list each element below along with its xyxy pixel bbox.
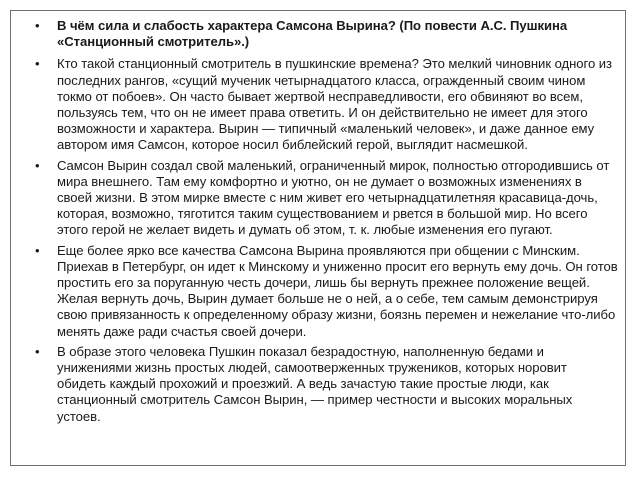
paragraph-text: Кто такой станционный смотритель в пушкинские времена? Это мелкий чиновник одного из последних рангов, «сущий мученик четырнадцатого класса, огражденный своим чином токмо от побоев». Он часто бывает жертвой несправедливости, его обвиняют во всем, пользуясь тем, что он не имеет права ответить. И он действительно не имеет для этого возможности и характера. Вырин — типичный «маленький человек», и даже данное ему автором имя Самсон, которое носил библейский герой, выглядит насмешкой.: [57, 56, 613, 153]
bullet-list: [35, 18, 618, 429]
bullet-dot-icon: •: [35, 18, 40, 33]
bullet-item-question: [35, 18, 618, 50]
bullet-dot-icon: •: [35, 343, 40, 359]
paragraph-text: В образе этого человека Пушкин показал безрадостную, наполненную бедами и унижениями жизнь простых людей, самоотверженных тружеников, которых норовит обидеть каждый прохожий и проезжий. А ведь зачастую такие простые люди, как станционный смотритель Самсон Вырин, — пример честности и высоких моральных устоев.: [57, 343, 573, 424]
paragraph-text: Самсон Вырин создал свой маленький, ограниченный мирок, полностью отгородившись от мира внешнего. Там ему комфортно и уютно, он не думает о возможных изменениях в своей жизни. В этом мирке вместе с ним живет его четырнадцатилетняя красавица-дочь, которая, возможно, тяготится таким существованием и рвется в большой мир. Но всего этого герой не желает видеть и думать об этом, т. к. любые изменения его пугают.: [57, 157, 610, 238]
question-text: В чём сила и слабость характера Самсона Вырина? (По повести А.С. Пушкина «Станционный смотритель».): [57, 18, 568, 50]
slide-frame: [10, 10, 626, 466]
bullet-dot-icon: •: [35, 56, 40, 72]
bullet-item-paragraph-4: [35, 344, 618, 425]
bullet-dot-icon: •: [35, 242, 40, 258]
paragraph-text: Еще более ярко все качества Самсона Вырина проявляются при общении с Минским. Приехав в Петербург, он идет к Минскому и униженно просит его вернуть ему дочь. Он готов простить его за поруганную честь дочери, лишь бы вернуть прежнее положение вещей. Желая вернуть дочь, Вырин думает больше не о ней, а о себе, тем самым демонстрируя свою привязанность к определенному образу жизни, боязнь перемен и нежелание что-либо менять даже ради счастья своей дочери.: [57, 242, 618, 339]
bullet-item-paragraph-2: [35, 158, 618, 239]
bullet-item-paragraph-3: [35, 243, 618, 340]
bullet-item-paragraph-1: [35, 56, 618, 153]
bullet-dot-icon: •: [35, 157, 40, 173]
